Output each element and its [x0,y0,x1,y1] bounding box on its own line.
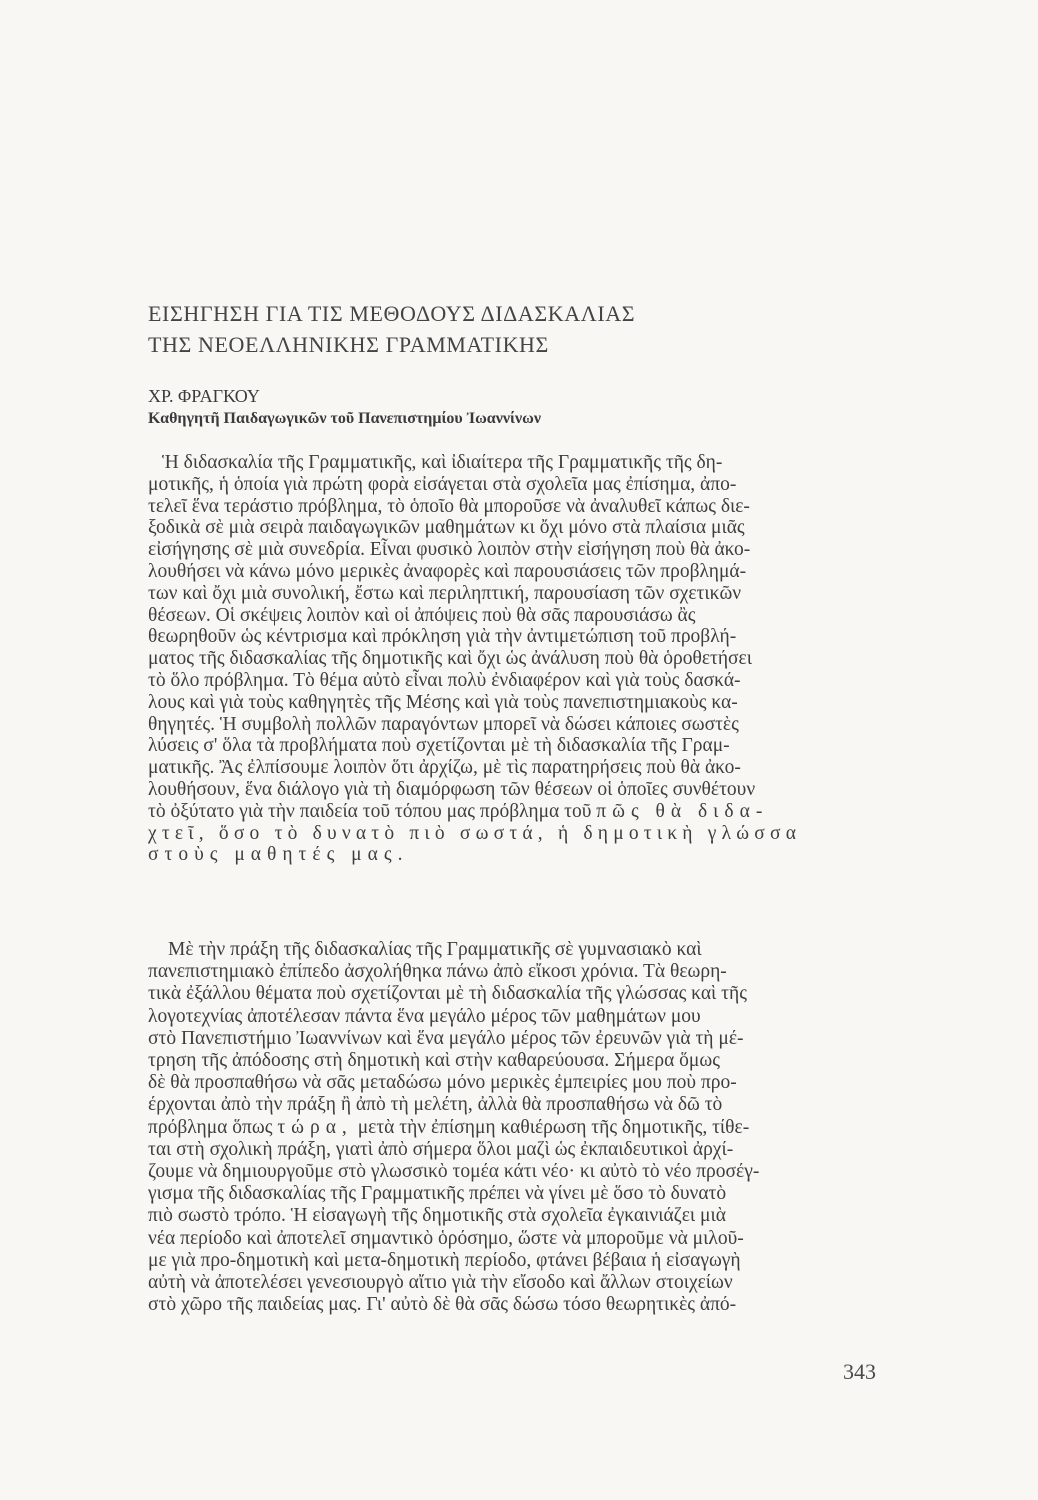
text-fragment: μετὰ τὴν ἐπίσημη καθιέρωση τῆς δημοτικῆς, τίθε- [357,1116,750,1138]
text-line [148,801,883,823]
text-line: θηγητές. Ἡ συμβολὴ πολλῶν παραγόντων μπορεῖ νὰ δώσει κάποιες σωστὲς [148,713,739,735]
text-line: τελεῖ ἕνα τεράστιο πρόβλημα, τὸ ὁποῖο θὰ μποροῦσε νὰ ἀναλυθεῖ κάπως διε- [148,495,750,517]
text-line: θέσεων. Οἱ σκέψεις λοιπὸν καὶ οἱ ἀπόψεις ποὺ θὰ σᾶς παρουσιάσω ἂς [148,604,696,626]
title-line-1: ΕΙΣΗΓΗΣΗ ΓΙΑ ΤΙΣ ΜΕΘΟΔΟΥΣ ΔΙΔΑΣΚΑΛΙΑΣ [148,301,636,326]
text-line: Ἡ διδασκαλία τῆς Γραμματικῆς, καὶ ἰδιαίτερα τῆς Γραμματικῆς τῆς δη- [162,452,723,473]
text-line: ματικῆς. Ἂς ἐλπίσουμε λοιπὸν ὅτι ἀρχίζω, μὲ τὶς παρατηρήσεις ποὺ θὰ ἀκο- [148,757,741,779]
author-affiliation: Καθηγητῆ Παιδαγωγικῶν τοῦ Πανεπιστημίου Ἰωαννίνων [148,410,541,427]
text-line: έρχονται ἀπὸ τὴν πράξη ἢ ἀπὸ τὴ μελέτη, ἀλλὰ θὰ προσπαθήσω νὰ δῶ τὸ [148,1094,723,1116]
emphasis-line: στοὺς μαθητές μας. [148,844,409,866]
text-fragment: πρόβλημα ὅπως [148,1116,273,1138]
text-line: λογοτεχνίας ἀποτέλεσαν πάντα ἕνα μεγάλο μέρος τῶν μαθημάτων μου [148,1005,701,1027]
text-line: εἰσήγησης σὲ μιὰ συνεδρία. Εἶναι φυσικὸ λοιπὸν στὴν εἰσήγηση ποὺ θὰ ἀκο- [148,539,751,561]
text-line: λους καὶ γιὰ τοὺς καθηγητὲς τῆς Μέσης καὶ γιὰ τοὺς πανεπιστημιακοὺς κα- [148,691,738,713]
text-line: ται στὴ σχολικὴ πράξη, γιατὶ ἀπὸ σήμερα ὅλοι μαζὶ ὡς ἐκπαιδευτικοὶ ἀρχί- [148,1138,734,1160]
author-name: ΧΡ. ΦΡΑΓΚΟΥ [148,386,260,406]
emphasis-text: τώρα, [277,1116,353,1138]
text-line: ζουμε νὰ δημιουργοῦμε στὸ γλωσσικὸ τομέα κάτι νέο· κι αὐτὸ τὸ νέο προσέγ- [148,1161,760,1183]
text-line: στὸ Πανεπιστήμιο Ἰωαννίνων καὶ ἕνα μεγάλο μέρος τῶν ἐρευνῶν γιὰ τὴ μέ- [148,1027,744,1049]
emphasis-line: χτεῖ, ὅσο τὸ δυνατὸ πιὸ σωστά, ἡ δημοτικὴ γλώσσα [148,822,802,844]
text-line: με γιὰ προ-δημοτικὴ καὶ μετα-δημοτικὴ περίοδο, φτάνει βέβαια ἡ εἰσαγωγὴ [148,1249,741,1271]
text-line: τικὰ ἐξάλλου θέματα ποὺ σχετίζονται μὲ τὴ διδασκαλία τῆς γλώσσας καὶ τῆς [148,983,747,1005]
text-line: των καὶ ὄχι μιὰ συνολική, ἔστω καὶ περιληπτική, παρουσίαση τῶν σχετικῶν [148,582,742,604]
text-line: ξοδικὰ σὲ μιὰ σειρὰ παιδαγωγικῶν μαθημάτων κι ὄχι μόνο στὰ πλαίσια μιᾶς [148,517,745,539]
text-line: πανεπιστημιακὸ ἐπίπεδο ἀσχολήθηκα πάνω ἀπὸ εἴκοσι χρόνια. Τὰ θεωρη- [148,961,727,983]
emphasis-text: πῶς θὰ διδα- [596,800,769,822]
paragraph-1 [148,452,883,866]
text-line: θεωρηθοῦν ὡς κέντρισμα καὶ πρόκληση γιὰ τὴν ἀντιμετώπιση τοῦ προβλή- [148,626,737,648]
text-line: αὐτὴ νὰ ἀποτελέσει γενεσιουργὸ αἴτιο γιὰ τὴν εἴσοδο καὶ ἄλλων στοιχείων [148,1272,733,1294]
text-line: τρηση τῆς ἀπόδοσης στὴ δημοτικὴ καὶ στὴν καθαρεύουσα. Σήμερα ὅμως [148,1050,720,1072]
text-line [148,1117,883,1139]
text-line: δὲ θὰ προσπαθήσω νὰ σᾶς μεταδώσω μόνο μερικὲς ἐμπειρίες μου ποὺ προ- [148,1072,737,1094]
paragraph-2 [148,939,883,1316]
text-fragment: τὸ ὀξύτατο γιὰ τὴν παιδεία τοῦ τόπου μας πρόβλημα τοῦ [148,800,592,822]
text-line: μοτικῆς, ἡ ὁποία γιὰ πρώτη φορὰ εἰσάγεται στὰ σχολεῖα μας ἐπίσημα, ἀπο- [148,473,737,495]
text-line: πιὸ σωστὸ τρόπο. Ἡ εἰσαγωγὴ τῆς δημοτικῆς στὰ σχολεῖα ἐγκαινιάζει μιὰ [148,1205,726,1227]
text-line: λύσεις σ' ὅλα τὰ προβλήματα ποὺ σχετίζονται μὲ τὴ διδασκαλία τῆς Γραμ- [148,735,730,757]
text-line: Μὲ τὴν πράξη τῆς διδασκαλίας τῆς Γραμματικῆς σὲ γυμνασιακὸ καὶ [168,939,702,960]
page-number: 343 [843,1359,876,1384]
text-line: λουθήσει νὰ κάνω μόνο μερικὲς ἀναφορὲς καὶ παρουσιάσεις τῶν προβλημά- [148,560,747,582]
text-line: γισμα τῆς διδασκαλίας τῆς Γραμματικῆς πρέπει νὰ γίνει μὲ ὅσο τὸ δυνατὸ [148,1183,727,1205]
text-line: ματος τῆς διδασκαλίας τῆς δημοτικῆς καὶ ὄχι ὡς ἀνάλυση ποὺ θὰ ὁροθετήσει [148,648,752,670]
text-line: νέα περίοδο καὶ ἀποτελεῖ σημαντικὸ ὁρόσημο, ὥστε νὰ μποροῦμε νὰ μιλοῦ- [148,1227,744,1249]
text-line: στὸ χῶρο τῆς παιδείας μας. Γι' αὐτὸ δὲ θὰ σᾶς δώσω τόσο θεωρητικὲς ἀπό- [148,1294,737,1316]
article-title [148,298,908,360]
text-line: λουθήσουν, ἕνα διάλογο γιὰ τὴ διαμόρφωση τῶν θέσεων οἱ ὁποῖες συνθέτουν [148,778,756,800]
title-line-2: ΤΗΣ ΝΕΟΕΛΛΗΝΙΚΗΣ ΓΡΑΜΜΑΤΙΚΗΣ [148,332,549,357]
text-line: τὸ ὅλο πρόβλημα. Τὸ θέμα αὐτὸ εἶναι πολὺ ἐνδιαφέρον καὶ γιὰ τοὺς δασκά- [148,669,741,691]
